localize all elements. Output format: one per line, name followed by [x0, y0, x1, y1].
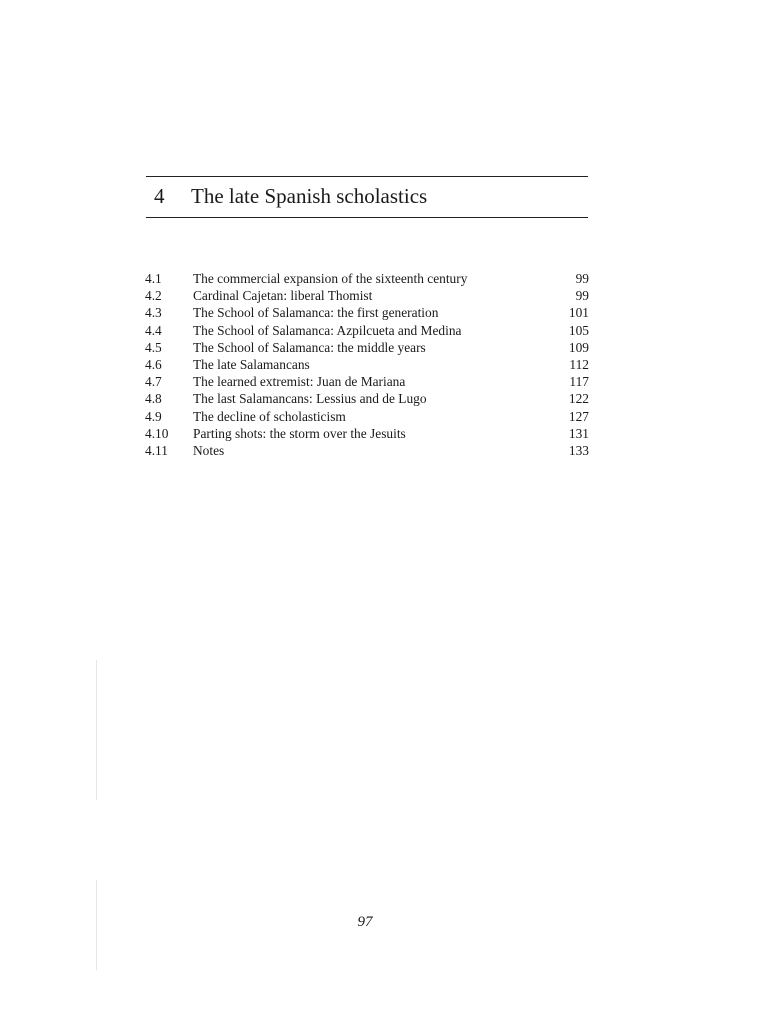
toc-entry — [145, 287, 589, 304]
toc-page-number: 131 — [568, 425, 589, 441]
toc-page-number: 109 — [568, 339, 589, 355]
toc-section-number: 4.1 — [145, 271, 162, 286]
toc-section-number: 4.8 — [145, 391, 162, 407]
chapter-heading — [154, 183, 427, 209]
toc-section-title: Cardinal Cajetan: liberal Thomist — [193, 288, 373, 304]
toc-section-number: 4.2 — [145, 288, 162, 304]
toc-section-title: The School of Salamanca: the first generation — [193, 305, 439, 321]
toc-page-number: 117 — [569, 374, 589, 390]
toc-section-title: The School of Salamanca: Azpilcueta and Medina — [193, 322, 462, 338]
toc-section-number: 4.3 — [145, 305, 162, 321]
toc-section-title: The late Salamancans — [193, 356, 310, 372]
toc-section-number: 4.5 — [145, 339, 162, 355]
toc-section-title: Parting shots: the storm over the Jesuits — [193, 425, 406, 441]
toc-section-number: 4.10 — [145, 425, 169, 441]
toc-section-number: 4.11 — [145, 442, 168, 458]
toc-page-number: 105 — [568, 322, 589, 338]
toc-section-title: The commercial expansion of the sixteenth century — [193, 271, 468, 286]
toc-section-number: 4.4 — [145, 322, 162, 338]
toc-section-title: The decline of scholasticism — [193, 408, 346, 424]
toc-entry — [145, 356, 589, 373]
page-number: 97 — [357, 914, 373, 930]
toc-section-number: 4.6 — [145, 356, 162, 372]
toc-entry — [145, 270, 589, 287]
toc-page-number: 99 — [575, 288, 589, 304]
scan-edge-mark — [96, 660, 97, 800]
chapter-title: The late Spanish scholastics — [191, 184, 428, 208]
heading-top-rule — [146, 176, 588, 177]
toc-page-number: 99 — [575, 271, 589, 286]
toc-page-number: 127 — [568, 408, 589, 424]
toc-section-number: 4.7 — [145, 374, 162, 390]
toc-entry — [145, 373, 589, 390]
toc-entry — [145, 442, 589, 459]
toc-page-number: 122 — [568, 391, 589, 407]
toc-entry — [145, 339, 589, 356]
scan-edge-mark — [96, 880, 97, 970]
toc-entry — [145, 322, 589, 339]
toc-section-title: Notes — [193, 442, 225, 458]
toc-section-title: The learned extremist: Juan de Mariana — [193, 374, 406, 390]
toc-section-number: 4.9 — [145, 408, 162, 424]
toc-page-number: 133 — [568, 442, 589, 458]
toc-section-title: The School of Salamanca: the middle years — [193, 339, 426, 355]
chapter-number: 4 — [154, 184, 165, 208]
table-of-contents — [145, 270, 589, 459]
toc-entry — [145, 304, 589, 321]
toc-entry — [145, 390, 589, 407]
heading-bottom-rule — [146, 217, 588, 218]
toc-page-number: 112 — [569, 356, 589, 372]
toc-entry — [145, 408, 589, 425]
toc-section-title: The last Salamancans: Lessius and de Lugo — [193, 391, 427, 407]
toc-page-number: 101 — [568, 305, 589, 321]
toc-entry — [145, 425, 589, 442]
